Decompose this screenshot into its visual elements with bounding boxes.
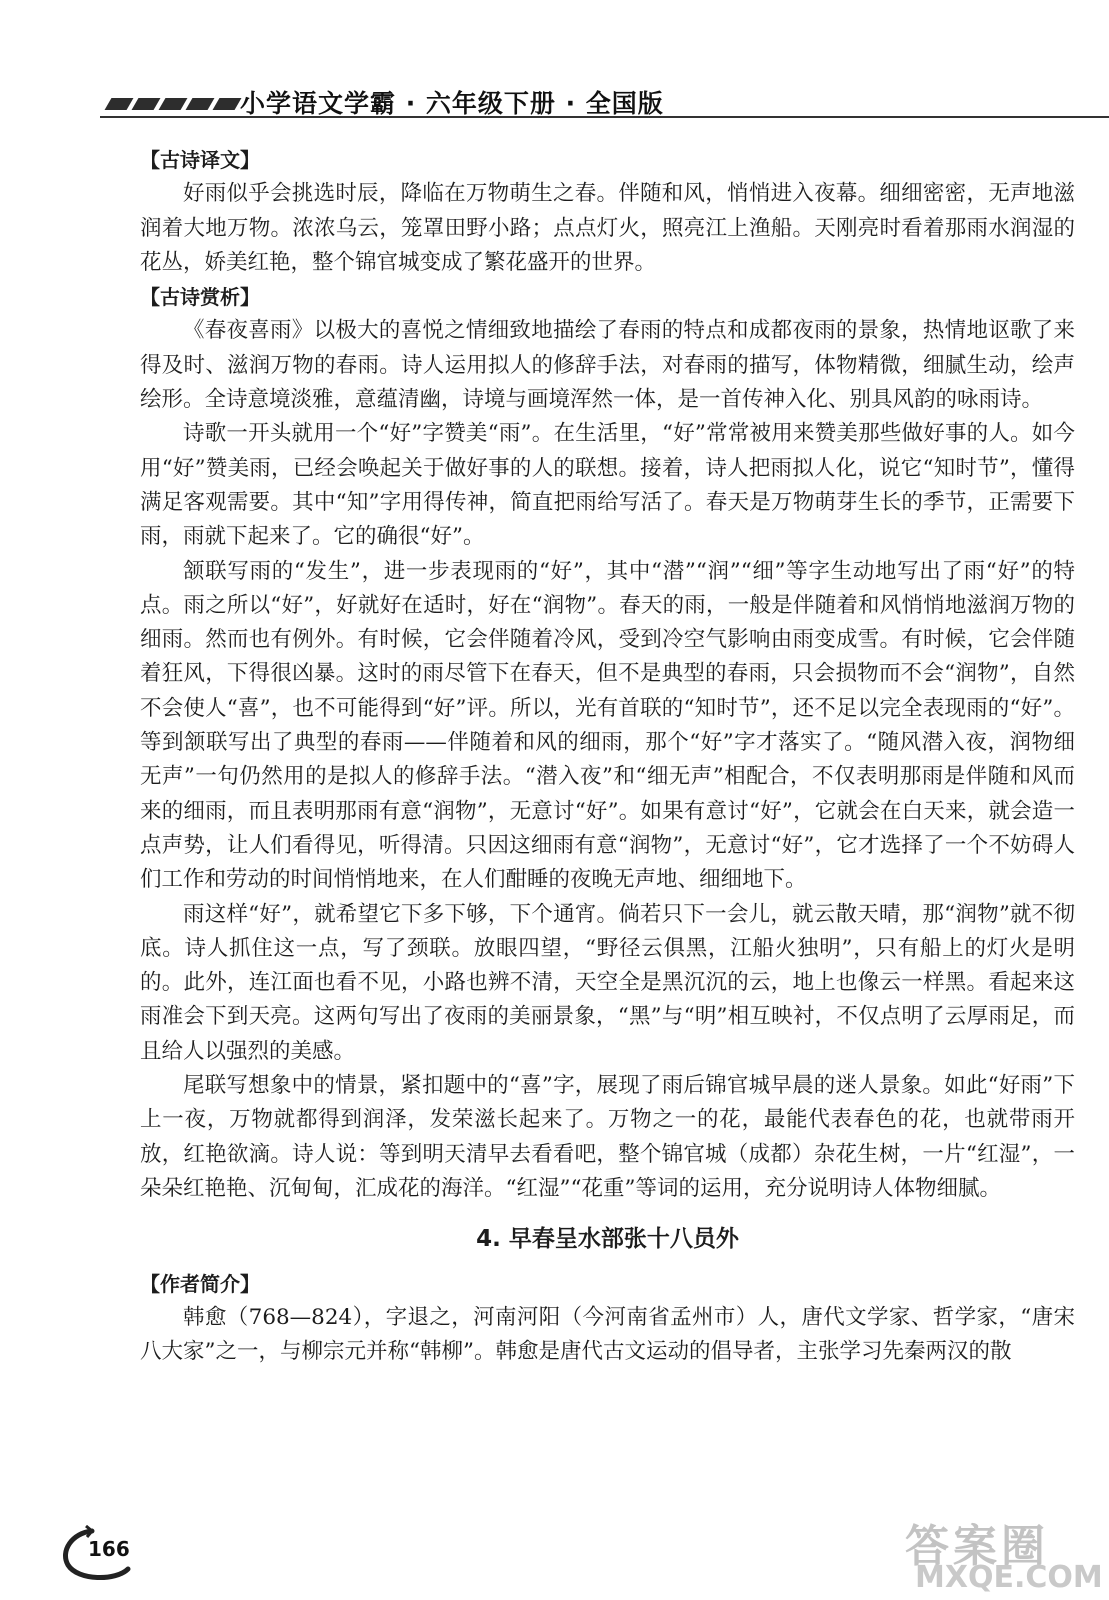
- appreciation-paragraph: 《春夜喜雨》以极大的喜悦之情细致地描绘了春雨的特点和成都夜雨的景象，热情地讴歌了来得及时、滋润万物的春雨。诗人运用拟人的修辞手法，对春雨的描写，体物精微，细腻生动，绘声绘形。全诗意境淡雅，意蕴清幽，诗境与画境浑然一体，是一首传神入化、别具风韵的咏雨诗。: [140, 318, 1075, 413]
- page-body: [140, 143, 1075, 1369]
- appreciation-paragraph: 诗歌一开头就用一个“好”字赞美“雨”。在生活里，“好”常常被用来赞美那些做好事的人。如今用“好”赞美雨，已经会唤起关于做好事的人的联想。接着，诗人把雨拟人化，说它“知时节”，懂得满足客观需要。其中“知”字用得传神，简直把雨给写活了。春天是万物萌芽生长的季节，正需要下雨，雨就下起来了。它的确很“好”。: [140, 421, 1075, 550]
- watermark-site: MXQE.COM: [915, 1560, 1103, 1595]
- section-label-translation: 【古诗译文】: [140, 148, 260, 172]
- header-title: 小学语文学霸 · 六年级下册 · 全国版: [240, 89, 664, 118]
- appreciation-paragraph: 尾联写想象中的情景，紧扣题中的“喜”字，展现了雨后锦官城早晨的迷人景象。如此“好雨”下上一夜，万物就都得到润泽，发荣滋长起来了。万物之一的花，最能代表春色的花，也就带雨开放，红艳欲滴。诗人说：等到明天清早去看看吧，整个锦官城（成都）杂花生树，一片“红湿”，一朵朵红艳艳、沉甸甸，汇成花的海洋。“红湿”“花重”等词的运用，充分说明诗人体物细腻。: [140, 1073, 1075, 1201]
- page-number: 166: [88, 1537, 130, 1561]
- appreciation-paragraph: 雨这样“好”，就希望它下多下够，下个通宵。倘若只下一会儿，就云散天晴，那“润物”就不彻底。诗人抓住这一点，写了颈联。放眼四望，“野径云俱黑，江船火独明”，只有船上的灯火是明的。此外，连江面也看不见，小路也辨不清，天空全是黑沉沉的云，地上也像云一样黑。看起来这雨准会下到天亮。这两句写出了夜雨的美丽景象，“黑”与“明”相互映衬，不仅点明了云厚雨足，而且给人以强烈的美感。: [140, 901, 1075, 1064]
- header-rule: [100, 116, 1109, 118]
- watermark-chars: 答案圈: [905, 1521, 1049, 1572]
- section-label-author: 【作者简介】: [140, 1271, 260, 1296]
- chapter-title: 4. 早春呈水部张十八员外: [476, 1226, 739, 1253]
- appreciation-paragraph: 颔联写雨的“发生”，进一步表现雨的“好”，其中“潜”“润”“细”等字生动地写出了雨“好”的特点。雨之所以“好”，好就好在适时，好在“润物”。春天的雨，一般是伴随着和风悄悄地滋润万物的细雨。然而也有例外。有时候，它会伴随着冷风，受到冷空气影响由雨变成雪。有时候，它会伴随着狂风，下得很凶暴。这时的雨尽管下在春天，但不是典型的春雨，只会损物而不会“润物”，自然不会使人“喜”，也不可能得到“好”评。所以，光有首联的“知时节”，还不足以完全表现雨的“好”。等到颔联写出了典型的春雨——伴随着和风的细雨，那个“好”字才落实了。“随风潜入夜，润物细无声”一句仍然用的是拟人的修辞手法。“潜入夜”和“细无声”相配合，不仅表明那雨是伴随和风而来的细雨，而且表明那雨有意“润物”，无意讨“好”。如果有意讨“好”，它就会在白天来，就会造一点声势，让人们看得见，听得清。只因这细雨有意“润物”，无意讨“好”，它才选择了一个不妨碍人们工作和劳动的时间悄悄地来，在人们酣睡的夜晚无声地、细细地下。: [140, 558, 1075, 893]
- translation-paragraph: 好雨似乎会挑选时辰，降临在万物萌生之春。伴随和风，悄悄进入夜幕。细细密密，无声地滋润着大地万物。浓浓乌云，笼罩田野小路；点点灯火，照亮江上渔船。天刚亮时看着那雨水润湿的花丛，娇美红艳，整个锦官城变成了繁花盛开的世界。: [140, 181, 1075, 275]
- author-paragraph: 韩愈（768—824），字退之，河南河阳（今河南省孟州市）人，唐代文学家、哲学家，“唐宋八大家”之一，与柳宗元并称“韩柳”。韩愈是唐代古文运动的倡导者，主张学习先秦两汉的散: [140, 1304, 1075, 1365]
- watermark-logo: [905, 1510, 1105, 1600]
- page-header: [100, 84, 1109, 134]
- section-label-appreciation: 【古诗赏析】: [140, 285, 260, 310]
- page-number-badge: [58, 1525, 138, 1583]
